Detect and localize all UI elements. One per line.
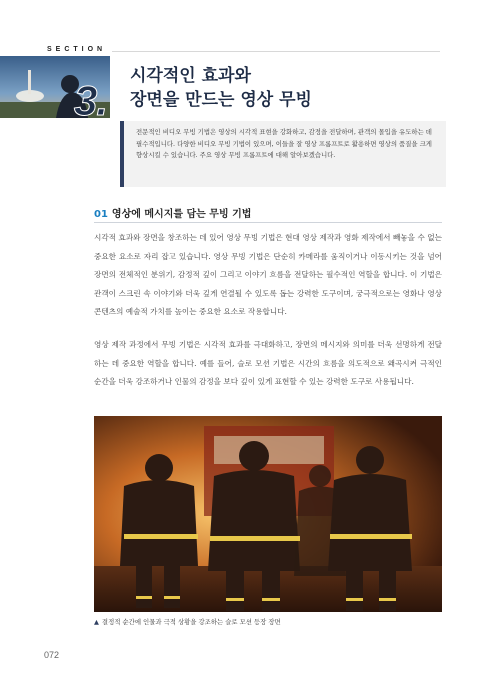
intro-summary-box	[120, 121, 446, 187]
chapter-title-line-2: 장면을 만드는 영상 무빙	[130, 90, 312, 110]
subsection-heading	[94, 205, 251, 220]
figure-caption	[94, 617, 281, 626]
body-paragraph-2: 영상 제작 과정에서 무빙 기법은 시각적 효과를 극대화하고, 장면의 메시지와 의미를 더욱 선명하게 전달하는 데 중요한 역할을 합니다. 예를 들어, 슬로 모션 기법은 시간의 흐름을 의도적으로 왜곡시켜 극적인 순간을 더욱 강조하거나 인물의 감정을 보다 깊이 있게 표현할 수 있는 강력한 도구로 사용됩니다.	[94, 340, 442, 386]
chapter-title	[130, 64, 430, 112]
page-number: 072	[44, 650, 60, 660]
section-number: 3.	[74, 77, 108, 124]
subsection-number: 01	[94, 209, 108, 220]
figure-caption-text: 결정적 순간에 인물과 극적 상황을 강조하는 슬로 모션 등장 장면	[101, 618, 281, 626]
section-label: SECTION	[47, 46, 107, 53]
body-paragraph-1: 시각적 효과와 장면을 창조하는 데 있어 영상 무빙 기법은 현대 영상 제작과 영화 제작에서 빼놓을 수 없는 중요한 요소로 자리 잡고 있습니다. 영상 무빙 기법은 단순히 카메라를 움직이거나 이동시키는 것을 넘어 장면의 전체적인 분위기, 감정적 깊이 그리고 이야기 흐름을 전달하는 필수적인 역할을 합니다. 이 기법은 관객이 스크린 속 이야기와 더욱 깊게 연결될 수 있도록 돕는 강력한 도구이며, 궁극적으로는 영화나 영상 콘텐츠의 예술적 가치를 높이는 중요한 요소로 작용합니다.	[94, 233, 442, 316]
subsection-divider	[94, 222, 442, 223]
top-divider	[112, 51, 440, 52]
caption-triangle-icon: ▲	[94, 618, 99, 626]
subsection-title: 영상에 메시지를 담는 무빙 기법	[111, 209, 252, 220]
intro-summary-text: 전문적인 비디오 무빙 기법은 영상의 시각적 표현을 강화하고, 감정을 전달하며, 관객의 몰입을 유도하는 데 필수적입니다. 다양한 비디오 무빙 기법이 있으며, 이들을 잘 영상 프롬프트로 활용하면 영상의 품질을 크게 향상시킬 수 있습니다. 주요 영상 무빙 프롬프트에 대해 알아보겠습니다.	[136, 128, 432, 159]
firefighters-photo	[94, 416, 442, 612]
chapter-title-line-1: 시각적인 효과와	[130, 66, 251, 86]
